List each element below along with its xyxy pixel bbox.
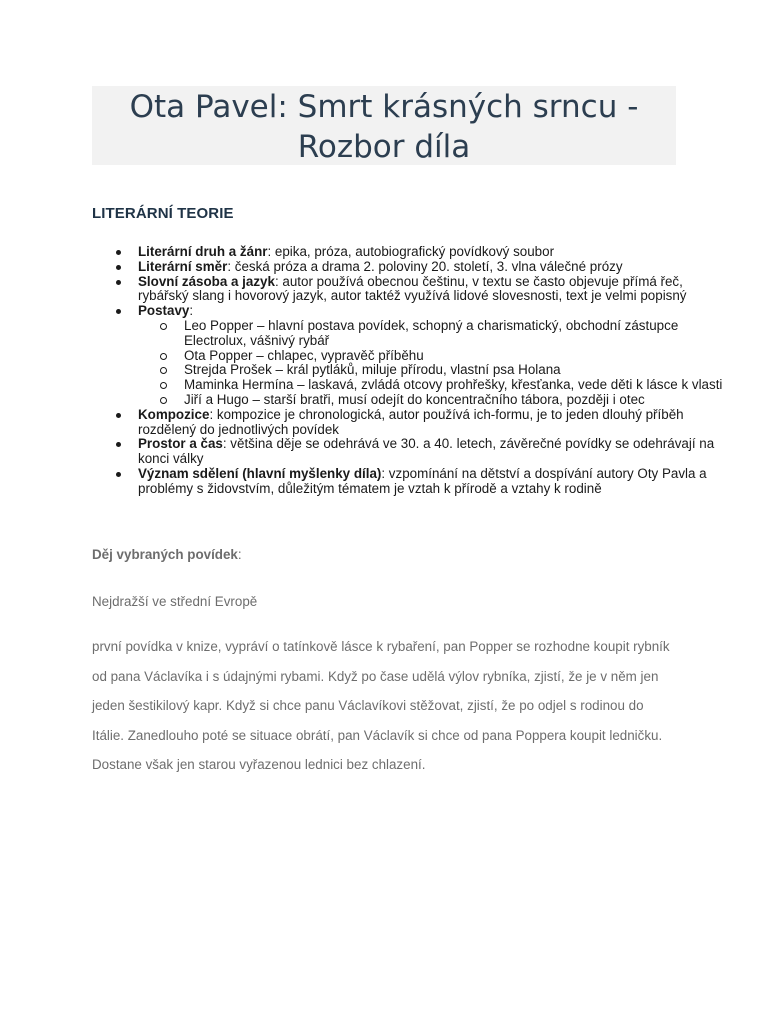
list-item-text: : epika, próza, autobiografický povídkový soubor — [267, 244, 555, 259]
character-item: Strejda Prošek – král pytláků, miluje přírodu, vlastní psa Holana — [184, 363, 728, 378]
list-item-label: Význam sdělení (hlavní myšlenky díla) — [138, 465, 382, 481]
list-item-movement — [138, 260, 728, 275]
story-title: Nejdražší ve střední Evropě — [92, 594, 258, 609]
title-banner — [92, 86, 676, 165]
page-title-line-1: Ota Pavel: Smrt krásných srncu - — [129, 89, 639, 125]
list-item-label: Kompozice — [138, 406, 210, 422]
list-item-composition — [138, 408, 728, 438]
page-title — [92, 87, 676, 167]
list-item-label: Postavy — [138, 303, 190, 319]
character-item: Jiří a Hugo – starší bratři, musí odejít do koncentračního tábora, později i otec — [184, 393, 728, 408]
story-paragraph — [92, 637, 692, 785]
list-item-text: : — [189, 303, 194, 319]
characters-list — [138, 319, 728, 408]
story-line: od pana Václavíka i s údajnými rybami. Když po čase udělá výlov rybníka, zjistí, že je v něm jen — [92, 668, 659, 684]
story-line: Dostane však jen starou vyřazenou lednici bez chlazení. — [92, 757, 426, 772]
list-item-label: Slovní zásoba a jazyk — [138, 273, 275, 289]
character-item: Leo Popper – hlavní postava povídek, schopný a charismatický, obchodní zástupce Electrolux, vášnivý rybář — [184, 319, 728, 349]
list-item-label: Literární druh a žánr — [138, 244, 268, 259]
list-item-text: : vzpomínání na dětství a dospívání autory Oty Pavla a problémy s židovstvím, důležitým tématem je vztah k přírodě a vztahy k rodině — [138, 465, 707, 496]
plot-heading-colon: : — [237, 547, 242, 562]
plot-heading-label: Děj vybraných povídek — [92, 547, 238, 562]
list-item-characters — [138, 304, 728, 408]
list-item-language — [138, 275, 728, 305]
character-item: Maminka Hermína – laskavá, zvládá otcovy prohřešky, křesťanka, vede děti k lásce k vlasti — [184, 378, 728, 393]
page-title-line-2: Rozbor díla — [297, 129, 471, 165]
story-line: první povídka v knize, vypráví o tatínkově lásce k rybaření, pan Popper se rozhodne koupit rybník — [92, 639, 670, 654]
list-item-label: Literární směr — [138, 258, 228, 274]
list-item-label: Prostor a čas — [138, 436, 223, 452]
list-item-meaning — [138, 467, 728, 497]
list-item-text: : většina děje se odehrává ve 30. a 40. letech, závěrečné povídky se odehrávají na konci války — [138, 436, 715, 467]
section-heading: LITERÁRNÍ TEORIE — [92, 205, 234, 222]
theory-list — [92, 245, 728, 497]
story-line: Itálie. Zanedlouho poté se situace obrátí, pan Václavík si chce od pana Poppera koupit ledničku. — [92, 727, 663, 743]
list-item-genre — [138, 245, 728, 260]
character-item: Ota Popper – chlapec, vypravěč příběhu — [184, 349, 728, 364]
list-item-text: : autor používá obecnou češtinu, v textu se často objevuje přímá řeč, rybářský slang i hovorový jazyk, autor taktéž využívá lidové slovesnosti, text je velmi popisný — [138, 273, 687, 304]
plot-heading — [92, 547, 242, 562]
list-item-text: : kompozice je chronologická, autor používá ich-formu, je to jeden dlouhý příběh rozdělený do jednotlivých povídek — [138, 406, 684, 437]
list-item-text: : česká próza a drama 2. poloviny 20. století, 3. vlna válečné prózy — [227, 258, 623, 274]
list-item-setting — [138, 437, 728, 467]
story-line: jeden šestikilový kapr. Když si chce panu Václavíkovi stěžovat, zjistí, že po odjel s rodinou do — [92, 698, 644, 713]
